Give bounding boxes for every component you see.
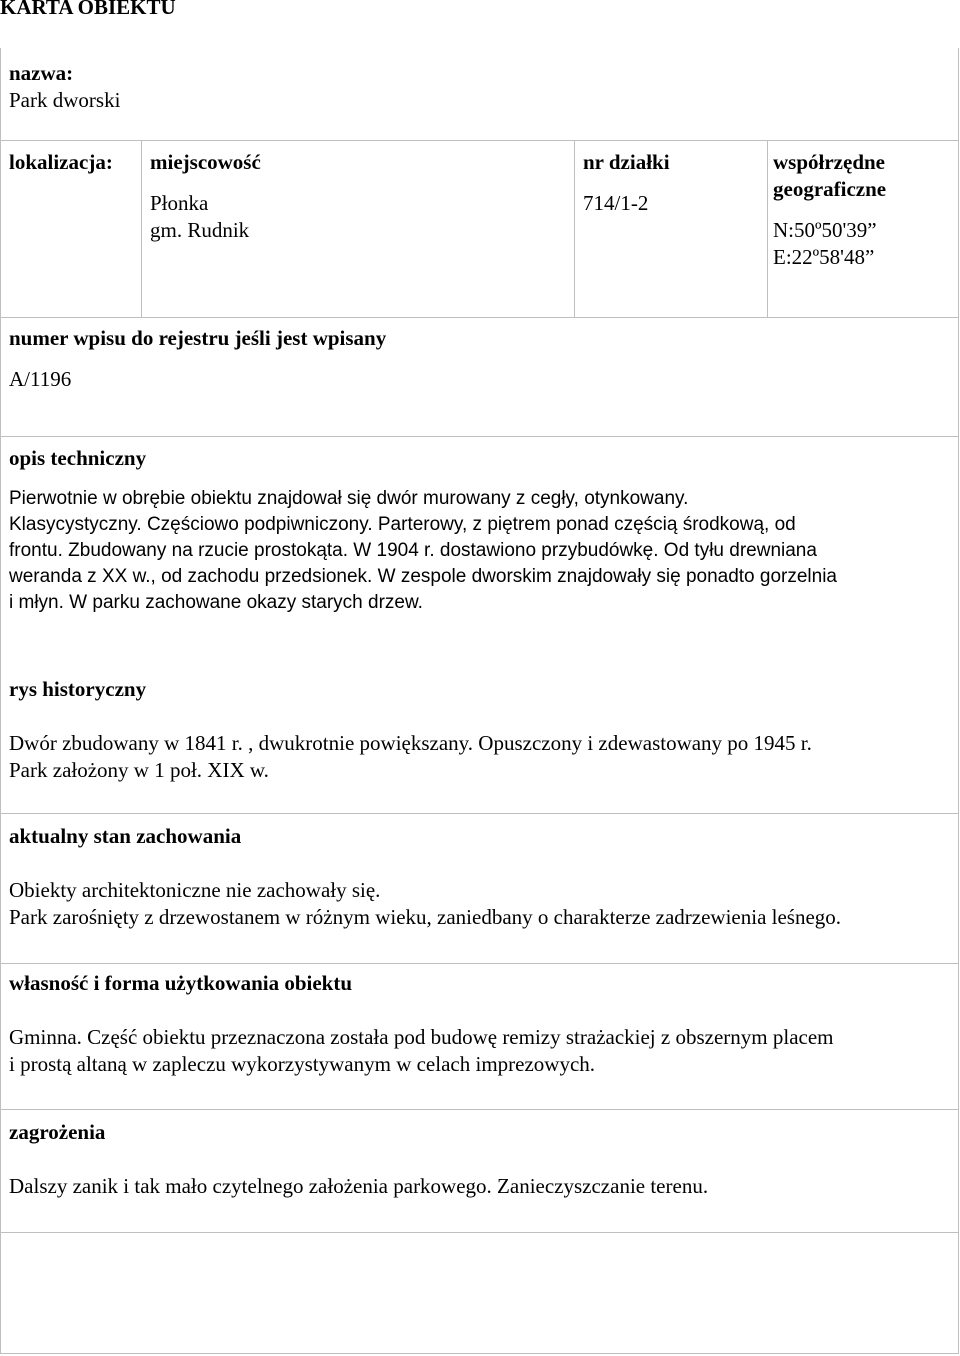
coordinates-label-2: geograficzne (773, 177, 887, 201)
technical-text (9, 486, 837, 616)
parcel-label: nr działki (583, 150, 670, 174)
text-line: i prostą altaną w zapleczu wykorzystywanym w celach imprezowych. (9, 1052, 596, 1076)
coordinates-cell (773, 149, 886, 271)
text-line: weranda z XX w., od zachodu przedsionek. W zespole dworskim znajdowały się ponadto gorzelnia (9, 566, 838, 587)
register-value: A/1196 (9, 367, 72, 391)
divider (1, 813, 958, 814)
object-card (0, 48, 959, 1354)
text-line: Obiekty architektoniczne nie zachowały się. (9, 878, 381, 902)
divider (1, 1109, 958, 1110)
text-line: Dalszy zanik i tak mało czytelnego założenia parkowego. Zanieczyszczanie terenu. (9, 1174, 709, 1198)
divider (1, 317, 958, 318)
ownership-section (9, 970, 834, 1078)
text-line: Gminna. Część obiektu przeznaczona została pod budowę remizy strażackiej z obszernym placem (9, 1025, 834, 1049)
history-section (9, 676, 812, 784)
ownership-label: własność i forma użytkowania obiektu (9, 971, 353, 995)
latitude-value: N:50º50'39” (773, 218, 877, 242)
coordinates-label: współrzędne (773, 150, 885, 174)
register-section (9, 325, 386, 393)
commune-value: gm. Rudnik (150, 218, 250, 242)
text-line: Pierwotnie w obrębie obiektu znajdował się dwór murowany z cegły, otynkowany. (9, 488, 689, 509)
parcel-cell (583, 149, 670, 217)
divider (1, 436, 958, 437)
text-line: Park założony w 1 poł. XIX w. (9, 758, 269, 782)
threats-section (9, 1119, 708, 1200)
name-section (9, 60, 120, 114)
threats-label: zagrożenia (9, 1120, 106, 1144)
condition-text (9, 877, 841, 931)
divider (1, 140, 958, 141)
locality-cell (150, 149, 261, 244)
condition-label: aktualny stan zachowania (9, 824, 242, 848)
history-text (9, 730, 812, 784)
text-line: Dwór zbudowany w 1841 r. , dwukrotnie powiększany. Opuszczony i zdewastowany po 1945 r. (9, 731, 812, 755)
technical-section (9, 445, 837, 616)
parcel-value: 714/1-2 (583, 191, 649, 215)
threats-text (9, 1173, 708, 1200)
name-value: Park dworski (9, 88, 121, 112)
name-label: nazwa: (9, 61, 74, 85)
column-divider (574, 140, 575, 317)
column-divider (767, 140, 768, 317)
technical-label: opis techniczny (9, 446, 147, 470)
divider (1, 1353, 958, 1354)
register-label: numer wpisu do rejestru jeśli jest wpisany (9, 326, 387, 350)
locality-label: miejscowość (150, 150, 261, 174)
location-label: lokalizacja: (9, 150, 113, 174)
location-label-cell (9, 149, 113, 176)
column-divider (141, 140, 142, 317)
longitude-value: E:22º58'48” (773, 245, 875, 269)
text-line: Park zarośnięty z drzewostanem w różnym wieku, zaniedbany o charakterze zadrzewienia leśnego. (9, 905, 842, 929)
condition-section (9, 823, 841, 931)
text-line: frontu. Zbudowany na rzucie prostokąta. W 1904 r. dostawiono przybudówkę. Od tyłu drewniana (9, 540, 817, 561)
text-line: i młyn. W parku zachowane okazy starych drzew. (9, 592, 423, 613)
divider (1, 963, 958, 964)
locality-value: Płonka (150, 191, 209, 215)
history-label: rys historyczny (9, 677, 147, 701)
document-title: KARTA OBIEKTU (0, 0, 176, 19)
divider (1, 1232, 958, 1233)
ownership-text (9, 1024, 834, 1078)
text-line: Klasycystyczny. Częściowo podpiwniczony. Parterowy, z piętrem ponad częścią środkową, od (9, 514, 796, 535)
